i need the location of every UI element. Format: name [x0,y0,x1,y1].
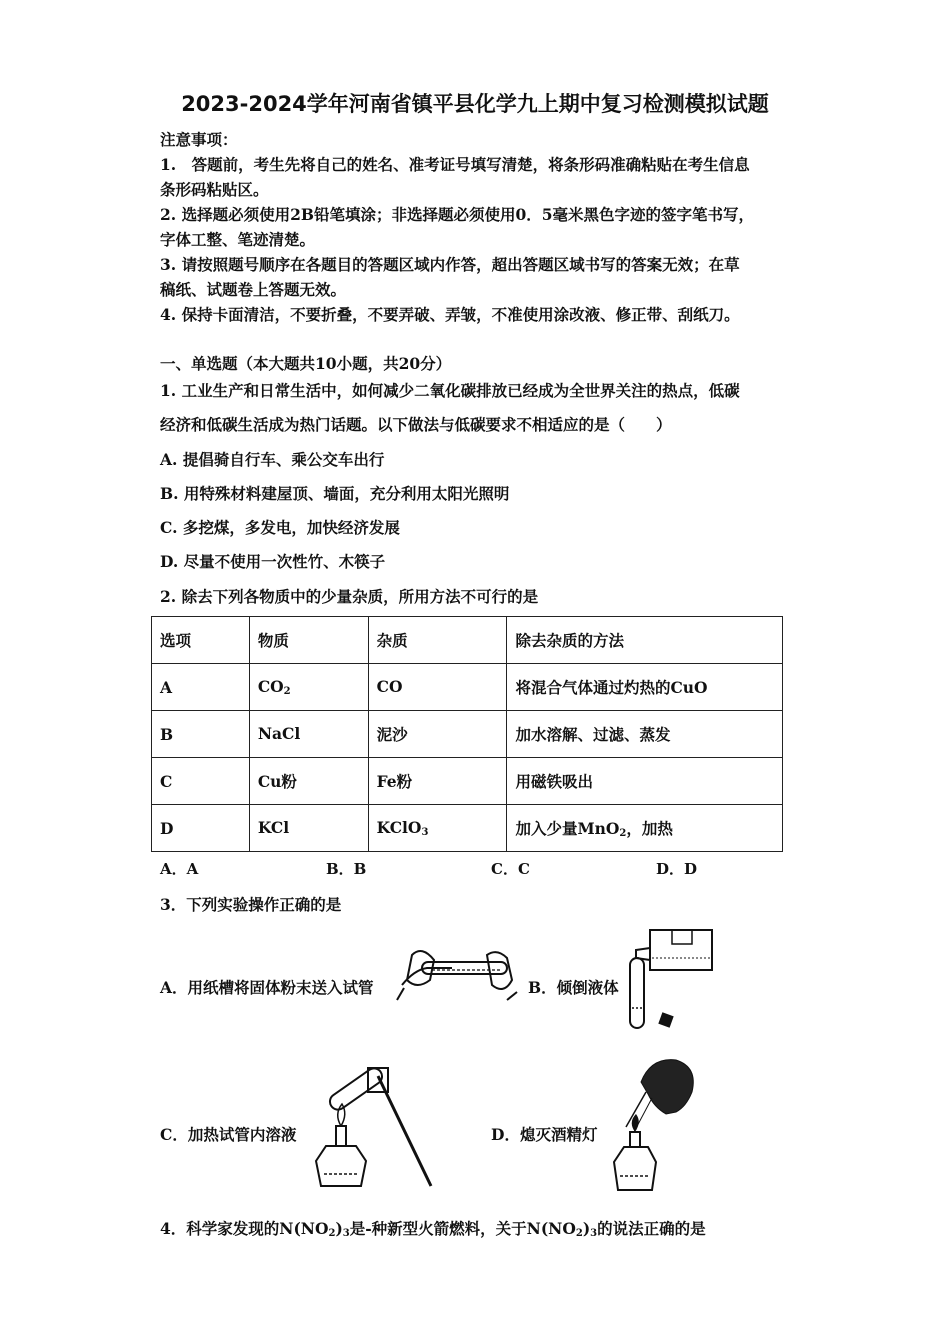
q3-stem: 3．下列实验操作正确的是 [160,895,342,914]
q1-option-c: C. 多挖煤，多发电，加快经济发展 [160,518,400,537]
q2-answer-c: C．C [491,860,530,878]
q3-option-b: B．倾倒液体 [528,978,619,997]
table-row [152,805,783,852]
notice-line: 2. 选择题必须使用2B铅笔填涂；非选择题必须使用0．5毫米黑色字迹的签字笔书写， [160,205,755,224]
method-cell: 加入少量MnO$_2$，加热 [507,805,783,852]
method-cell: 加水溶解、过滤、蒸发 [507,711,783,758]
option-cell: C [152,758,250,805]
page-title: 2023-2024学年河南省镇平县化学九上期中复习检测模拟试题 [181,92,769,116]
substance-cell: $CO_2$ [249,664,368,711]
impurity-cell: CO [368,664,507,711]
option-cell: B [152,711,250,758]
notice-heading: 注意事项： [160,130,238,149]
q1-stem-cont: 经济和低碳生活成为热门话题。以下做法与低碳要求不相适应的是（ ） [160,415,672,434]
notice-line: 稿纸、试题卷上答题无效。 [160,280,347,299]
q1-option-a: A. 提倡骑自行车、乘公交车出行 [160,450,385,469]
q3-option-a: A．用纸槽将固体粉末送入试管 [160,978,374,997]
table-row [152,711,783,758]
q4-stem: 4．科学家发现的$N(NO_2)_3$是-种新型火箭燃料，关于$N(NO_2)_3$的说法正确的是 [160,1219,706,1239]
method-cell: 将混合气体通过灼热的CuO [507,664,783,711]
q1-stem: 1. 工业生产和日常生活中，如何减少二氧化碳排放已经成为全世界关注的热点，低碳 [160,381,740,400]
notice-line: 4. 保持卡面清洁，不要折叠，不要弄破、弄皱，不准使用涂改液、修正带、刮纸刀。 [160,305,740,324]
heating-tube-figure [306,1066,446,1196]
substance-cell: KCl [249,805,368,852]
table-row [152,664,783,711]
q3-option-d: D．熄灭酒精灯 [491,1125,598,1144]
q1-option-d: D. 尽量不使用一次性竹、木筷子 [160,552,386,571]
option-cell: D [152,805,250,852]
q2-answer-a: A．A [160,860,199,878]
q2-stem: 2. 除去下列各物质中的少量杂质，所用方法不可行的是 [160,587,539,606]
q2-answer-b: B．B [326,860,367,878]
header-cell: 选项 [152,617,250,664]
header-cell: 物质 [249,617,368,664]
option-cell: A [152,664,250,711]
header-cell: 除去杂质的方法 [507,617,783,664]
header-cell: 杂质 [368,617,507,664]
method-cell: 用磁铁吸出 [507,758,783,805]
notice-line: 1. 答题前，考生先将自己的姓名、准考证号填写清楚，将条形码准确粘贴在考生信息 [160,155,750,174]
table-header-row [152,617,783,664]
q2-table [151,616,783,852]
notice-line: 3. 请按照题号顺序在各题目的答题区域内作答，超出答题区域书写的答案无效；在草 [160,255,740,274]
impurity-cell: KClO$_3$ [368,805,507,852]
paper-trough-figure [392,940,522,1010]
substance-cell: Cu粉 [249,758,368,805]
table-row [152,758,783,805]
section-heading: 一、单选题（本大题共10小题，共20分） [160,354,452,373]
pouring-liquid-figure [622,928,722,1038]
impurity-cell: 泥沙 [368,711,507,758]
impurity-cell: Fe粉 [368,758,507,805]
substance-cell: NaCl [249,711,368,758]
notice-line: 条形码粘贴区。 [160,180,269,199]
extinguish-lamp-figure [606,1052,706,1202]
q2-answer-d: D．D [656,860,698,878]
notice-line: 字体工整、笔迹清楚。 [160,230,316,249]
q3-option-c: C．加热试管内溶液 [160,1125,297,1144]
q1-option-b: B. 用特殊材料建屋顶、墙面，充分利用太阳光照明 [160,484,510,503]
